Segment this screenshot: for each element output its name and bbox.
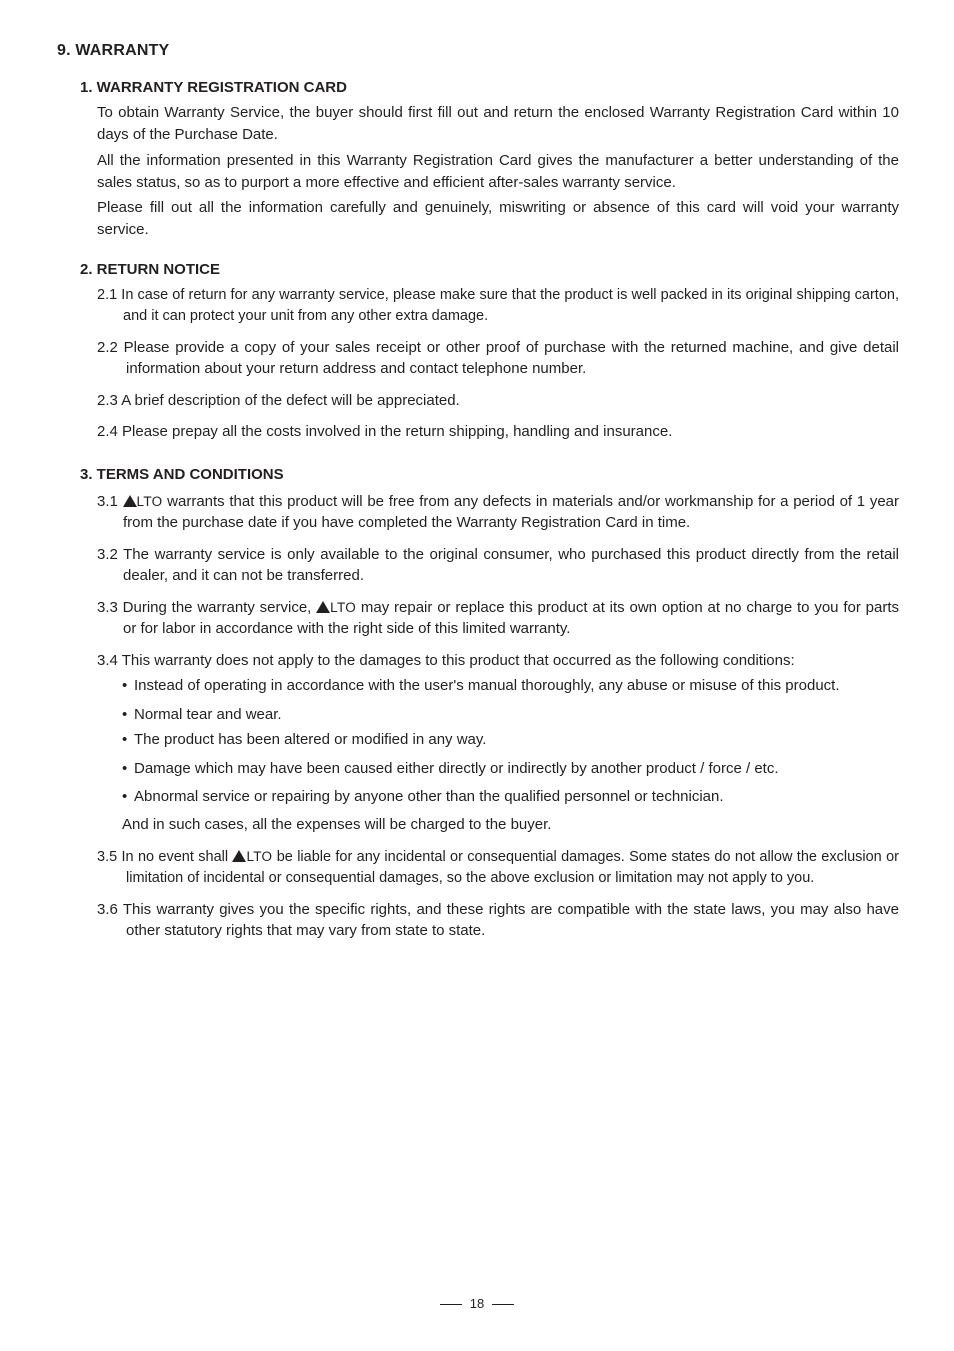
- triangle-logo-icon: [123, 495, 137, 507]
- terms-item-3-5-text: be liable for any incidental or consequential damages. Some states do not allow the exclusion or limitation of incidental or consequential damages, so the above exclusion or limitation may not apply to you.: [126, 849, 899, 886]
- page-title: 9. WARRANTY: [57, 42, 170, 59]
- bullet-dot-icon: •: [122, 788, 128, 805]
- return-item-2-1: 2.1 In case of return for any warranty service, please make sure that the product is well packed in its original shipping carton, and it can protect your unit from any other extra damage.: [97, 287, 899, 324]
- section-heading-terms: 3. TERMS AND CONDITIONS: [80, 466, 284, 483]
- brand-logo: [232, 846, 272, 868]
- bullet-dot-icon: •: [122, 706, 128, 723]
- footer-rule-left: [440, 1304, 462, 1305]
- brand-logo-text: LTO: [330, 600, 357, 615]
- brand-logo: [123, 491, 163, 512]
- return-item-2-4: 2.4 Please prepay all the costs involved in the return shipping, handling and insurance.: [97, 423, 673, 440]
- condition-bullet: [122, 675, 902, 696]
- terms-item-3-1: [97, 491, 899, 533]
- condition-bullet: [122, 704, 902, 725]
- section-heading-return: 2. RETURN NOTICE: [80, 261, 221, 278]
- registration-paragraph-2: All the information presented in this Warranty Registration Card gives the manufacturer a better understanding of the sales status, so as to purport a more effective and efficient after-sales warranty service.: [97, 152, 899, 191]
- brand-logo: [316, 597, 356, 618]
- terms-item-3-4: 3.4 This warranty does not apply to the damages to this product that occurred as the following conditions:: [97, 652, 795, 669]
- registration-paragraph-3: Please fill out all the information carefully and genuinely, miswriting or absence of this card will void your warranty service.: [97, 199, 899, 238]
- page-footer: [0, 1296, 954, 1311]
- terms-item-3-5-prefix: 3.5 In no event shall: [97, 849, 229, 865]
- condition-bullet: [122, 758, 902, 779]
- triangle-logo-icon: [232, 850, 246, 862]
- condition-bullet: [122, 786, 902, 807]
- terms-item-3-1-text: warrants that this product will be free from any defects in materials and/or workmanship for a period of 1 year from the purchase date if you have completed the Warranty Registration Card in time.: [123, 493, 899, 531]
- bullet-dot-icon: •: [122, 677, 128, 694]
- return-item-2-3: 2.3 A brief description of the defect will be appreciated.: [97, 392, 460, 409]
- bullet-dot-icon: •: [122, 760, 128, 777]
- terms-item-3-1-prefix: 3.1: [97, 493, 118, 510]
- brand-logo-text: LTO: [136, 494, 163, 509]
- terms-item-3-2: 3.2 The warranty service is only available to the original consumer, who purchased this product directly from the retail dealer, and it can not be transferred.: [97, 546, 899, 584]
- terms-item-3-3-text: may repair or replace this product at its own option at no charge to you for parts or for labor in accordance with the right side of this limited warranty.: [123, 599, 899, 637]
- footer-rule-right: [492, 1304, 514, 1305]
- terms-item-3-5: [97, 846, 899, 889]
- registration-paragraph-1: To obtain Warranty Service, the buyer should first fill out and return the enclosed Warranty Registration Card within 10 days of the Purchase Date.: [97, 104, 899, 143]
- section-heading-registration: 1. WARRANTY REGISTRATION CARD: [80, 79, 347, 96]
- condition-bullet-text: Instead of operating in accordance with the user's manual thoroughly, any abuse or misuse of this product.: [134, 677, 840, 694]
- terms-item-3-3: [97, 597, 899, 639]
- terms-item-3-6: 3.6 This warranty gives you the specific rights, and these rights are compatible with the state laws, you may also have other statutory rights that may vary from state to state.: [97, 901, 899, 939]
- triangle-logo-icon: [316, 601, 330, 613]
- condition-bullet-text: Abnormal service or repairing by anyone other than the qualified personnel or technician.: [134, 788, 724, 805]
- condition-bullet-text: Damage which may have been caused either directly or indirectly by another product / force / etc.: [134, 760, 779, 777]
- return-item-2-2: 2.2 Please provide a copy of your sales receipt or other proof of purchase with the returned machine, and give detail information about your return address and contact telephone number.: [97, 339, 899, 377]
- brand-logo-text: LTO: [246, 849, 273, 864]
- condition-bullet-text: The product has been altered or modified in any way.: [134, 731, 487, 748]
- terms-item-3-3-prefix: 3.3 During the warranty service,: [97, 599, 312, 616]
- page-number: 18: [469, 1296, 485, 1311]
- bullet-dot-icon: •: [122, 731, 128, 748]
- condition-bullet-text: Normal tear and wear.: [134, 706, 282, 723]
- condition-bullet: [122, 729, 902, 750]
- expenses-note: And in such cases, all the expenses will be charged to the buyer.: [122, 816, 552, 833]
